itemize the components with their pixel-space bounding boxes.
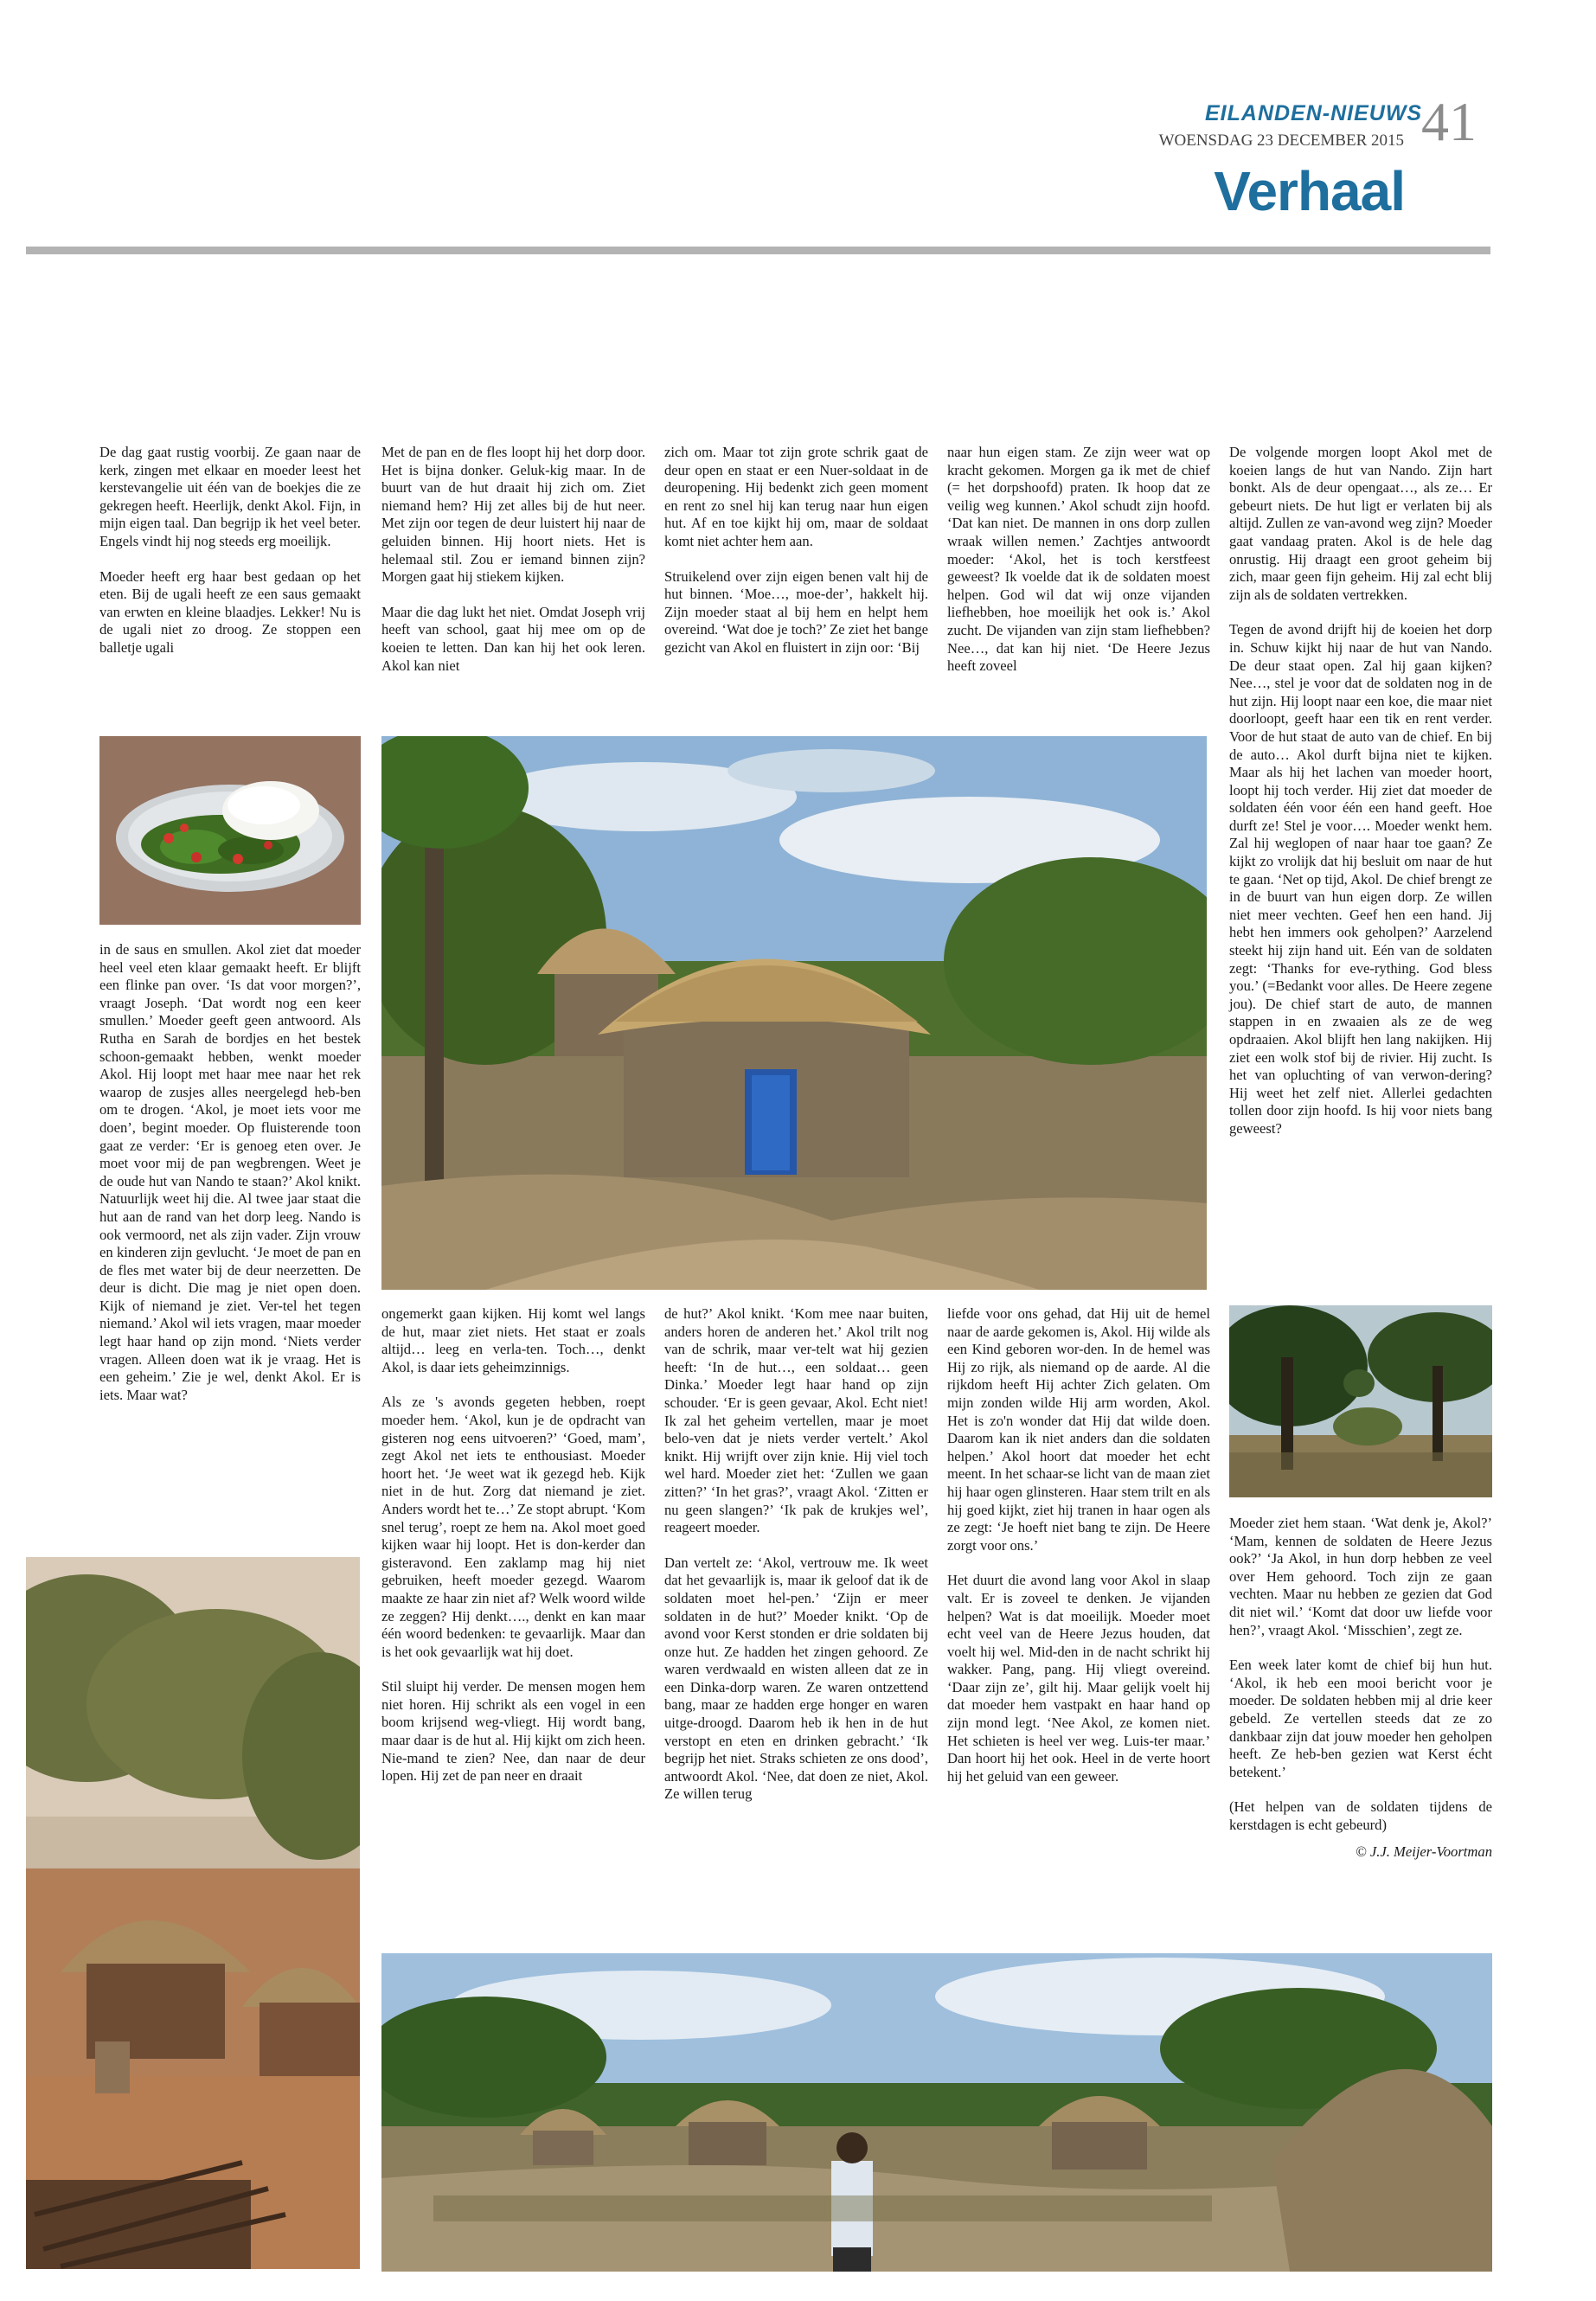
thatched-hut-photo [381,736,1207,1290]
trees-landscape-photo [1229,1305,1492,1497]
issue-date: WOENSDAG 23 DECEMBER 2015 [1158,131,1404,150]
paragraph: Het duurt die avond lang voor Akol in slaap valt. Er is zoveel te denken. Je vijanden helpen? Wat is dat moeilijk. Moeder moet echt veel van de Heere Jezus houden, dat voelt hij wel. Mid-den in de nacht schrikt hij wakker. Pang, pang. Hij vliegt overeind. ‘Daar zijn ze’, gilt hij. Maar gelijk voelt hij dat moeder hem vastpakt en haar hand op zijn mond legt. ‘Nee Akol, ze komen niet. Het schieten is heel ver weg. Luis-ter maar.’ Dan hoort hij het ook. Heel in de verte hoort hij het geluid van een geweer. [947,1572,1210,1785]
paragraph: ongemerkt gaan kijken. Hij komt wel langs de hut, maar ziet niets. Het staat er zoals altijd… leeg en verla-ten. Toch…, denkt Akol, is daar iets geheimzinnigs. [381,1305,645,1375]
paragraph: De volgende morgen loopt Akol met de koeien langs de hut van Nando. Zijn hart bonkt. Als de deur opengaat…, als ze… Er gebeurt niets. De hut ligt er verlaten bij als altijd. Zullen ze van-avond weg zijn? Moeder gaat vandaag praten. Akol is de hele dag onrustig. Hij draagt een groot geheim bij zich, maar geen fijn geheim. Hij zal echt blij zijn als de soldaten vertrekken. [1229,444,1492,603]
paragraph: Maar die dag lukt het niet. Omdat Joseph vrij heeft van school, gaat hij mee om op de koeien te letten. Dan kan hij het ook leren. Akol kan niet [381,603,645,674]
paragraph: naar hun eigen stam. Ze zijn weer wat op kracht gekomen. Morgen ga ik met de chief (= het dorpshoofd) praten. Ik hoop dat ze veilig weg kunnen.’ Akol schudt zijn hoofd. ‘Dat kan niet. De mannen in ons dorp zullen wraak willen nemen.’ Zachtjes antwoordt moeder: ‘Akol, het is toch kerstfeest geweest? Ik voelde dat ik de soldaten moest helpen. God wil dat wij onze vijanden liefhebben, hoe moeilijk het ook is.’ Akol zucht. De vijanden van zijn stam liefhebben? Nee…, dat kan hij niet. ‘De Heere Jezus heeft zoveel [947,444,1210,675]
paragraph: Met de pan en de fles loopt hij het dorp door. Het is bijna donker. Geluk-kig maar. In de buurt van de hut draait hij zich om. Ziet niemand hem? Hij zet alles bij de hut neer. Met zijn oor tegen de deur luistert hij naar de geluiden binnen. Hij hoort niets. Het is helemaal stil. Zou er iemand binnen zijn? Morgen gaat hij stiekem kijken. [381,444,645,586]
section-title: Verhaal [1214,160,1405,222]
village-panorama-photo [381,1953,1492,2272]
paragraph: Als ze 's avonds gegeten hebben, roept moeder hem. ‘Akol, kun je de opdracht van gisteren nog eens uitvoeren?’ ‘Goed, mam’, zegt Akol net iets te enthousiast. Moeder hoort het. ‘Je weet wat ik gezegd heb. Kijk niet in de hut. Zorg dat niemand je ziet. Anders wordt het te…’ Ze stopt abrupt. ‘Kom snel terug’, roept ze hem na. Akol moet goed kijken waar hij loopt. Het is don-kerder dan gisteravond. Een zaklamp mag hij niet gebruiken, heeft moeder gezegd. Waarom maakte ze haar zin niet af? Welk woord wilde ze zeggen? Hij denkt…., denkt en kan maar één woord bedenken: te gevaarlijk. Maar dan is het ook gevaarlijk wat hij doet. [381,1394,645,1660]
paragraph: Dan vertelt ze: ‘Akol, vertrouw me. Ik weet dat het gevaarlijk is, maar ik geloof dat ik de soldaten moet hel-pen.’ ‘Zijn er meer soldaten in de hut?’ Moeder knikt. ‘Op de avond voor Kerst stonden er drie soldaten bij onze hut. Ze hadden het zingen gehoord. Ze waren verdwaald en wisten alleen dat ze in een Dinka-dorp waren. Ze waren ontzettend bang, maar ze hadden erge honger en waren uitge-droogd. Daarom heb ik hen in de hut verstopt en eten en drinken gebracht.’ ‘Ik begrijp het niet. Straks schieten ze ons dood’, antwoordt Akol. ‘Nee, dat doen ze niet, Akol. Ze willen terug [664,1554,928,1803]
paragraph: De dag gaat rustig voorbij. Ze gaan naar de kerk, zingen met elkaar en moeder leest het kerstevangelie uit één van de boekjes die ze gekregen heeft. Heerlijk, denkt Akol. Fijn, in mijn eigen taal. Dan begrijp ik het veel beter. Engels vindt hij nog steeds erg moeilijk. [99,444,361,549]
paragraph: liefde voor ons gehad, dat Hij uit de hemel naar de aarde gekomen is, Akol. Hij wilde als een Kind geboren wor-den. In de hemel was Hij zo rijk, als niemand op de aarde. Al die rijkdom heeft Hij achter Zich gelaten. Om mijn zonden wilde Hij arm worden, Akol. Het is zo'n wonder dat Hij dat wilde doen. Daarom kan ik niet anders dan die soldaten helpen.’ Akol hoort dat moeder het echt meent. In het schaar-se licht van de maan ziet hij haar ogen glinsteren. Haar stem trilt en als hij goed kijkt, ziet hij tranen in haar ogen als ze zegt: ‘Je hoeft niet bang te zijn. De Heere zorgt voor ons.’ [947,1305,1210,1554]
village-market-photo [26,1557,360,2269]
article-column-2-top [381,444,645,675]
header-rule [26,247,1490,254]
article-column-2-bottom [381,1305,645,1785]
article-column-1-top [99,444,361,657]
paragraph: in de saus en smullen. Akol ziet dat moeder heel veel eten klaar gemaakt heeft. Er blijft een flinke pan over. ‘Is dat voor morgen?’, vraagt Joseph. ‘Dat wordt nog een keer smullen.’ Moeder geeft geen antwoord. Als Rutha en Sarah de bordjes en het bestek schoon-gemaakt hebben, wenkt moeder Akol. Hij loopt met haar mee naar het rek waarop de zusjes alles neergelegd heb-ben om te drogen. ‘Akol, je moet iets voor me doen’, begint moeder. Op fluisterende toon gaat ze verder: ‘Er is genoeg eten over. Je moet voor mij de pan wegbrengen. Weet je de oude hut van Nando te staan?’ Akol knikt. Natuurlijk weet hij die. Al twee jaar staat die hut aan de rand van het dorp leeg. Nando is ook vermoord, net als zijn vader. Zijn vrouw en kinderen zijn gevlucht. ‘Je moet de pan en de fles met water bij de deur neerzetten. De deur is dicht. Die mag je niet open doen. Kijk of niemand je ziet. Ver-tel het tegen niemand.’ Akol wil iets vragen, maar moeder legt haar hand op zijn mond. ‘Niets verder vragen. Alleen doen wat ik je vraag. Het is een geheim.’ Zie je wel, denkt Akol. Er is iets. Maar wat? [99,941,361,1403]
paragraph: Stil sluipt hij verder. De mensen mogen hem niet horen. Hij schrikt als een vogel in een boom krijsend weg-vliegt. Hij wordt bang, maar daar is de hut al. Hij kijkt om zich heen. Nie-mand te zien? Nee, dan naar de deur lopen. Hij zet de pan neer en draait [381,1678,645,1785]
paragraph: Struikelend over zijn eigen benen valt hij de hut binnen. ‘Moe…, moe-der’, hakkelt hij. Zijn moeder staat al bij hem en helpt hem overeind. ‘Wat doe je toch?’ Ze ziet het bange gezicht van Akol en fluistert in zijn oor: ‘Bij [664,567,928,656]
author-credit: © J.J. Meijer-Voortman [1356,1843,1492,1860]
article-column-4-top [947,444,1210,676]
article-column-3-top [664,444,928,657]
article-column-3-bottom [664,1305,928,1804]
article-column-4-bottom [947,1305,1210,1785]
paragraph: Moeder heeft erg haar best gedaan op het eten. Bij de ugali heeft ze een saus gemaakt van erwten en kleine blaadjes. Lekker! Nu is de ugali niet zo droog. Ze stoppen een balletje ugali [99,567,361,656]
article-column-5-top [1229,444,1492,1138]
paragraph: zich om. Maar tot zijn grote schrik gaat de deur open en staat er een Nuer-soldaat in de deuropening. Hij bedenkt zich geen moment en rent zo snel hij kan terug naar hun eigen hut. Af en toe kijkt hij om, maar de soldaat komt niet achter hem aan. [664,444,928,549]
paragraph: Tegen de avond drijft hij de koeien het dorp in. Schuw kijkt hij naar de hut van Nando. De deur staat open. Zal hij gaan kijken? Nee…, stel je voor dat de soldaten nog in de hut zijn. Hij loopt naar een koe, die maar niet doorloopt, geeft haar een tik en rent verder. Voor de hut staat de auto van de chief. En bij de auto… Akol durft bijna niet te kijken. Maar als hij het lachen van moeder hoort, loopt hij toch verder. Hij ziet dat moeder de soldaten één voor één een hand geeft. Hoe durft ze! Stel je voor…. Moeder wenkt hem. Zal hij weglopen of naar haar toe gaan? Ze kijkt zo vrolijk dat hij besluit om naar de hut te gaan. ‘Net op tijd, Akol. De chief brengt ze in de buurt van hun eigen dorp. Ze willen niet meer vechten. Geef hen een hand. Jij hebt hen immers ook geholpen?’ Aarzelend steekt hij zijn hand uit. Eén van de soldaten zegt: ‘Thanks for eve-rything. God bless you.’ (=Bedankt voor alles. De Heere zegene jou). De chief start de auto, de mannen stappen in en zwaaien als ze de weg opdraaien. Akol blijft hen lang nakijken. Hij ziet een wolk stof bij de rivier. Hij zucht. Is het van opluchting of van verwon-dering? Hij weet het zelf niet. Allerlei gedachten tollen door zijn hoofd. Is hij voor niets bang geweest? [1229,621,1492,1137]
paragraph: (Het helpen van de soldaten tijdens de kerstdagen is echt gebeurd) [1229,1798,1492,1833]
paragraph: de hut?’ Akol knikt. ‘Kom mee naar buiten, anders horen de anderen het.’ Akol trilt nog van de schrik, maar ver-telt wat hij gezien heeft: ‘In de hut…, een soldaat… geen Dinka.’ Moeder legt haar hand op zijn schouder. ‘Er is geen gevaar, Akol. Echt niet! Ik zal het geheim vertellen, maar je moet belo-ven dat je niets verder vertelt.’ Akol knikt. Hij wrijft over zijn knie. Hij viel toch wel hard. Moeder ziet het: ‘Zullen we gaan zitten?’ ‘In het gras?’, vraagt Akol. ‘Zitten er nu geen slangen?’ ‘Ik pak de krukjes wel’, reageert moeder. [664,1305,928,1536]
page-number: 41 [1421,91,1477,152]
paragraph: Moeder ziet hem staan. ‘Wat denk je, Akol?’ ‘Mam, kennen de soldaten de Heere Jezus ook?’ ‘Ja Akol, in hun dorp hebben ze veel over Hem gehoord. Toch zijn ze gaan vechten. Maar nu hebben ze gezien dat God dit niet wil.’ ‘Komt dat door uw liefde voor hen?’, vraagt Akol. ‘Misschien’, zegt ze. [1229,1515,1492,1638]
article-column-5-bottom [1229,1515,1492,1861]
newspaper-logo: EILANDEN-NIEUWS [1205,101,1423,125]
ugali-plate-photo [99,736,361,925]
paragraph: Een week later komt de chief bij hun hut. ‘Akol, ik heb een mooi bericht voor je moeder. De soldaten hebben mij al drie keer gebeld. Ze vertellen steeds dat ze zo dankbaar zijn dat jouw moeder hen geholpen heeft. Ze heb-ben gezien wat Kerst écht betekent.’ [1229,1657,1492,1780]
article-column-1-middle [99,941,361,1404]
